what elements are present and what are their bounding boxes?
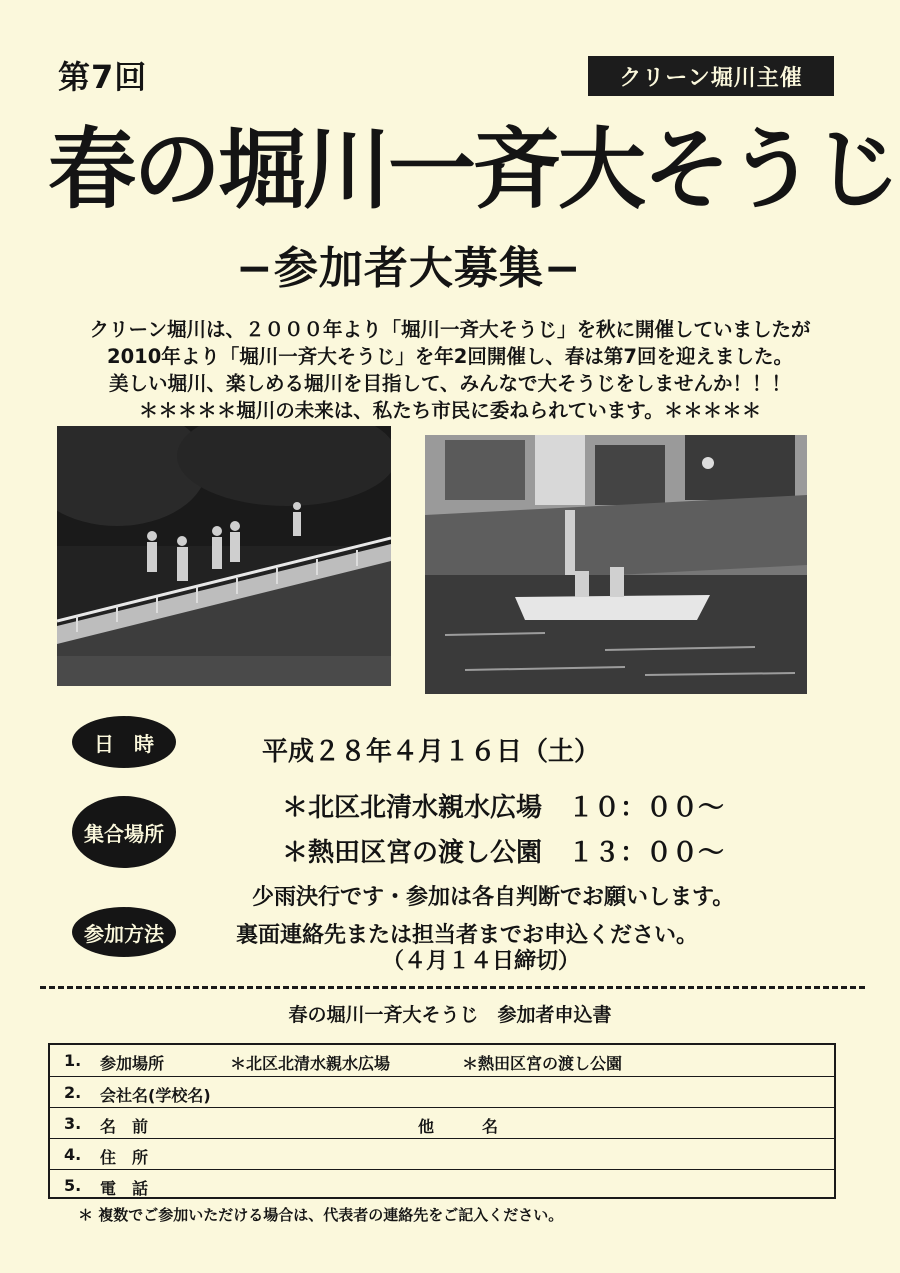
venue-option-kita[interactable]: ＊北区北清水親水広場 bbox=[230, 1054, 391, 1073]
form-row-name[interactable] bbox=[50, 1107, 834, 1138]
event-date: 平成２８年４月１６日（土） bbox=[262, 737, 601, 767]
cut-line-divider bbox=[40, 986, 865, 989]
page-subtitle: −参加者大募集− bbox=[236, 243, 582, 294]
intro-line: クリーン堀川は、２０００年より「堀川一斉大そうじ」を秋に開催していましたが bbox=[89, 318, 811, 341]
application-form-table bbox=[48, 1043, 836, 1199]
participation-method-label-badge: 参加方法 bbox=[72, 907, 176, 957]
form-row-number: 2. bbox=[64, 1083, 82, 1102]
form-row-company[interactable] bbox=[50, 1076, 834, 1107]
application-deadline: （４月１４日締切） bbox=[382, 949, 581, 974]
meeting-place-label-badge: 集合場所 bbox=[72, 796, 176, 868]
form-row-label: 参加場所 bbox=[100, 1054, 165, 1073]
participation-method-text: 裏面連絡先または担当者までお申込ください。 bbox=[236, 923, 699, 948]
intro-line: ＊＊＊＊＊堀川の未来は、私たち市民に委ねられています。＊＊＊＊＊ bbox=[138, 399, 762, 422]
intro-line: 2010年より「堀川一斉大そうじ」を年2回開催し、春は第7回を迎えました。 bbox=[107, 345, 793, 368]
edition-label: 第7回 bbox=[58, 58, 148, 96]
organizer-badge: クリーン堀川主催 bbox=[588, 56, 834, 96]
date-label-badge: 日 時 bbox=[72, 716, 176, 768]
form-row-label: 名 前 bbox=[100, 1117, 149, 1136]
form-row-number: 4. bbox=[64, 1145, 82, 1164]
application-form-title: 春の堀川一斉大そうじ 参加者申込書 bbox=[288, 1004, 612, 1026]
form-row-label: 住 所 bbox=[100, 1148, 149, 1167]
intro-line: 美しい堀川、楽しめる堀川を目指して、みんなで大そうじをしませんか！！！ bbox=[108, 372, 792, 395]
photo-volunteers-walkway bbox=[57, 426, 391, 686]
form-footnote: ＊ 複数でご参加いただける場合は、代表者の連絡先をご記入ください。 bbox=[78, 1206, 564, 1224]
form-row-label: 電 話 bbox=[100, 1179, 149, 1198]
form-row-number: 1. bbox=[64, 1051, 82, 1070]
page-title: 春の堀川一斉大そうじ bbox=[48, 118, 899, 221]
additional-participants-label: 他 名 bbox=[418, 1117, 499, 1136]
form-row-label: 会社名(学校名) bbox=[100, 1086, 211, 1105]
form-row-venue[interactable] bbox=[50, 1045, 834, 1076]
meeting-place-1: ＊北区北清水親水広場 １０：００〜 bbox=[282, 793, 725, 823]
form-row-phone[interactable] bbox=[50, 1169, 834, 1200]
meeting-place-2: ＊熱田区宮の渡し公園 １３：００〜 bbox=[282, 838, 725, 868]
form-row-address[interactable] bbox=[50, 1138, 834, 1169]
form-row-number: 3. bbox=[64, 1114, 82, 1133]
rain-policy-note: 少雨決行です・参加は各自判断でお願いします。 bbox=[252, 885, 735, 910]
intro-text bbox=[40, 316, 860, 424]
venue-option-atsuta[interactable]: ＊熱田区宮の渡し公園 bbox=[462, 1054, 623, 1073]
form-row-number: 5. bbox=[64, 1176, 82, 1195]
photo-boat-river bbox=[425, 435, 807, 694]
